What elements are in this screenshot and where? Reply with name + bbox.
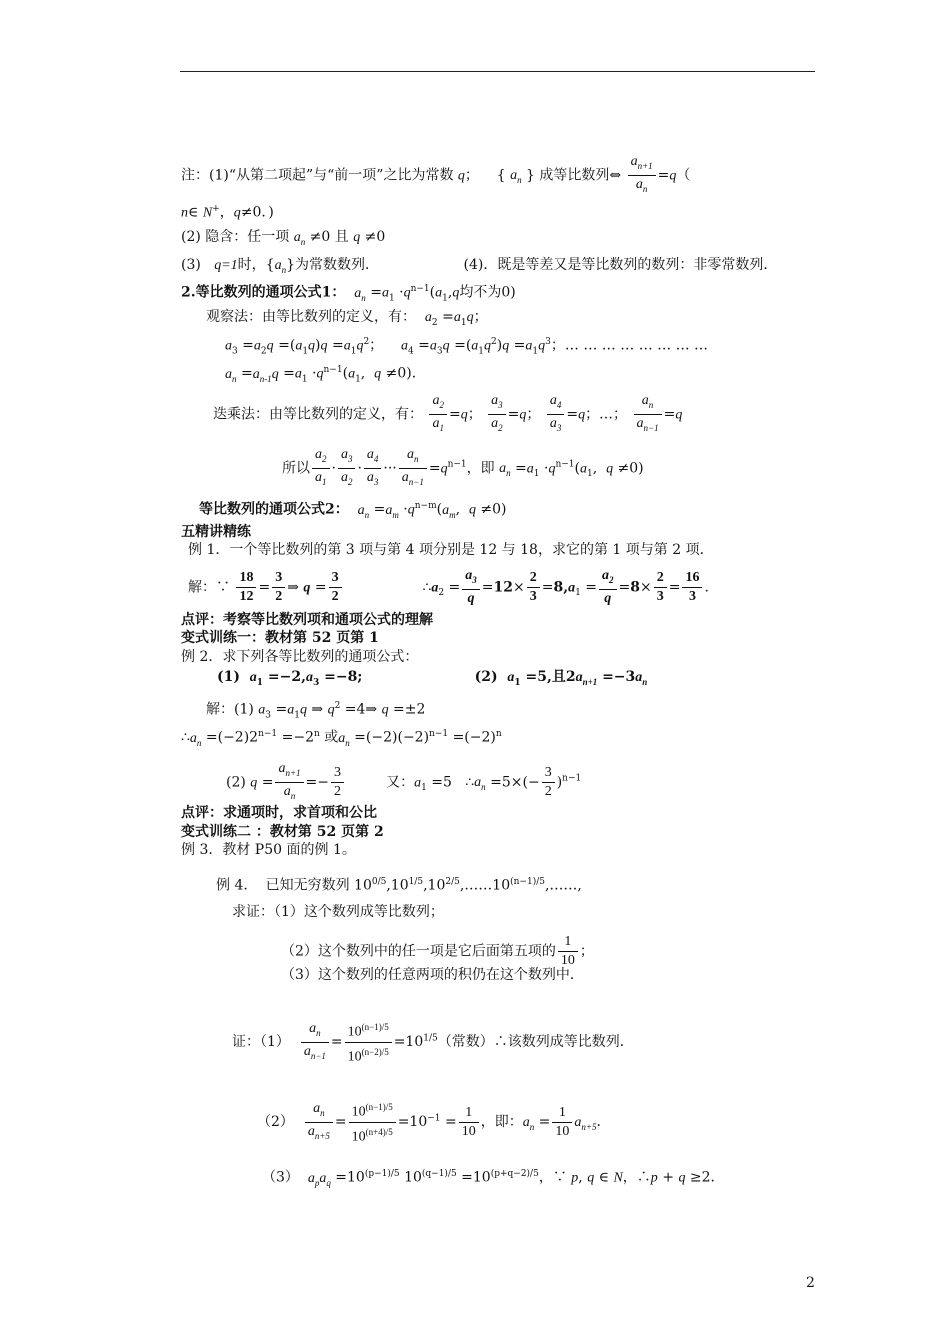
section-title: 五精讲精练 xyxy=(181,524,251,540)
solution-2a: 解：(1) $a_3 =a_1q$ ⇒ $q^2$ =4⇒ q =±2 xyxy=(206,701,426,721)
example-4: 例 4. 已知无穷数列 $10^{0/5},10^{1/5},10^{2/5},\dots\dots 10^{(n-1)/5},\dots\dots$, xyxy=(216,877,582,894)
page-number: 2 xyxy=(806,1275,815,1291)
example-2-questions: (1) $a_1 =-2,a_3 =-8$; (2) $a_1 =5$,且$2a_{n+1} =-3a_n$ xyxy=(217,669,648,688)
multiply-2: 所以 $\frac{a_2}{a_1}$ · $\frac{a_3}{a_2}$ · $\frac{a_4}{a_3}$ ··· $\frac{a_n}{a_{n-1}}$ $=q^{n-1}$，即 $a_n =a_1 \cdot q^{n-1}(a_1$, q ≠0) xyxy=(282,447,644,487)
example-4-part-1: 求证：（1）这个数列成等比数列； xyxy=(232,904,444,920)
variation-2: 变式训练二 ：教材第 52 页第 2 xyxy=(181,824,384,840)
observe-2: $a_3 =a_2q =(a_1q)q =a_1q^2$； $a_4 =a_3q =(a_1q^2)q =a_1q^3$；… … … … … … … … xyxy=(225,337,709,357)
proof-1: 证：（1） $\frac{a_n}{a_{n-1}}$ = $\frac{10^{(n-1)/5}}{10^{(n-2)/5}}$ $=10^{1/5}$（常数）∴该数列成等比数列． xyxy=(232,1018,634,1066)
note-2: (2) 隐含：任一项 $a_n \ne 0$ 且 q ≠0 xyxy=(181,229,386,247)
example-4-part-2: （2）这个数列中的任一项是它后面第五项的 $\frac{1}{10}$ ； xyxy=(281,934,594,968)
solution-2c: (2) q = $\frac{a_{n+1}}{a_n}$ =− $\frac{3}{2}$ 又：$a_1 =5$ $\therefore a_n =5\times(-$ $\frac{3}{2}$ )$^{n-1}$ xyxy=(226,761,582,801)
example-3: 例 3．教材 P50 面的例 1。 xyxy=(181,842,356,858)
header-rule xyxy=(180,71,815,72)
observe-1: 观察法：由等比数列的定义，有： $a_2 =a_1q$； xyxy=(206,309,488,328)
comment-1: 点评：考察等比数列项和通项公式的理解 xyxy=(181,612,433,628)
observe-3: $a_n =a_{n-1}q =a_1 \cdot q^{n-1}(a_1$, q ≠0)． xyxy=(225,365,426,385)
example-2: 例 2．求下列各等比数列的通项公式： xyxy=(181,649,419,665)
proof-2: （2） $\frac{a_n}{a_{n+5}}$ = $\frac{10^{(n-1)/5}}{10^{(n+4)/5}}$ $=10^{-1}$ = $\frac{1}{10}$ ，即：$a_n$ = $\frac{1}{10}$ $a_{n+5}$． xyxy=(257,1098,610,1146)
note-1b: n∈ N+，q≠0．) xyxy=(181,204,274,221)
solution-1: 解：∵ $\frac{18}{12}$ = $\frac{3}{2}$ ⇒ q = $\frac{3}{2}$ $\therefore a_2$ = $\frac{a_3}{q}$ =12× $\frac{2}{3}$ $=8,a_1$ = $\frac{a_2}{q}$ =8× $\frac{2}{3}$ = $\frac{16}{3}$ . xyxy=(188,568,709,606)
multiply-1: 迭乘法：由等比数列的定义，有： $\frac{a_2}{a_1}$ =q； $\frac{a_3}{a_2}$ =q； $\frac{a_4}{a_3}$ =q；…； $\frac{a_n}{a_{n-1}}$ =q xyxy=(213,393,683,433)
note-3: (3) q=1时，$\{a_n\}$为常数数列． (4)．既是等差又是等比数列的数列：非零常数列． xyxy=(181,257,778,275)
variation-1: 变式训练一：教材第 52 页第 1 xyxy=(181,630,379,646)
example-4-part-3: （3）这个数列的任意两项的积仍在这个数列中． xyxy=(281,967,584,983)
solution-2b: $\therefore a_n =(-2)2^{n-1} =-2^n$ 或$a_n =(-2)(-2)^{n-1} =(-2)^n$ xyxy=(181,729,502,748)
formula-1: 2.等比数列的通项公式1： $a_n =a_1 \cdot q^{n-1}(a_1,q$均不为0) xyxy=(181,284,516,304)
comment-2: 点评：求通项时，求首项和公比 xyxy=(181,805,377,821)
formula-2: 等比数列的通项公式2： $a_n =a_m \cdot q^{n-m}(a_m$, q ≠0) xyxy=(199,501,507,520)
note-1: 注：(1)“从第二项起”与“前一项”之比为常数 q； { $a_n$ } 成等比数列⇔ $\frac{a_{n+1}}{a_n}$ =q（ xyxy=(181,154,691,194)
example-1: 例 1．一个等比数列的第 3 项与第 4 项分别是 12 与 18，求它的第 1 项与第 2 项． xyxy=(188,542,714,558)
proof-3: （3） $a_pa_q =10^{(p-1)/5}$ $10^{(q-1)/5} =10^{(p+q-2)/5}$，∵ p, q ∈ N，∴p + q ≥2． xyxy=(262,1169,725,1188)
